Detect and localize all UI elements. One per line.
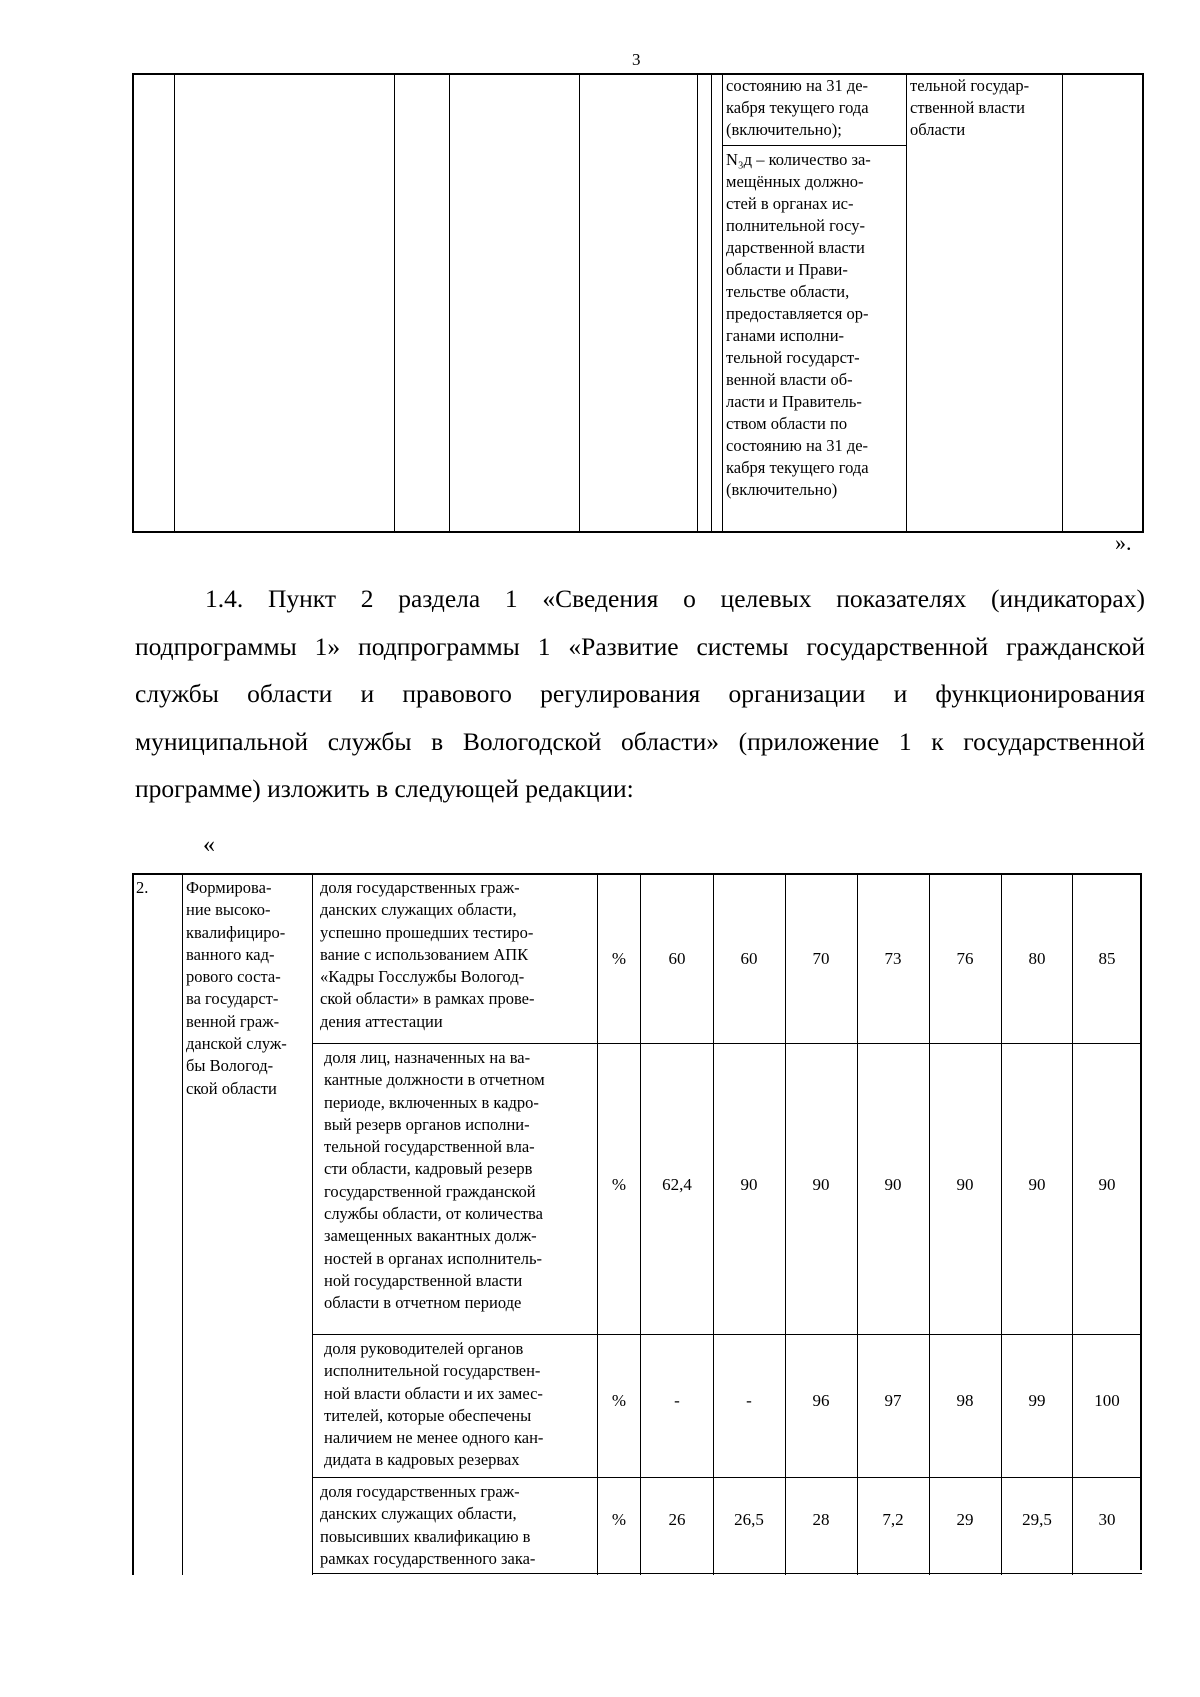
table-left-border: [132, 873, 134, 1575]
indicator-value: 70: [812, 949, 830, 968]
indicator-value: -: [674, 1391, 680, 1410]
indicator-value: 100: [1094, 1391, 1120, 1410]
table-column-divider: [722, 75, 723, 531]
table-bottom-border: [312, 1573, 1142, 1574]
indicators-table: [132, 873, 1142, 1573]
indicator-value: 97: [884, 1391, 902, 1410]
table-column-divider: [182, 873, 183, 1575]
table-column-divider: [1001, 873, 1002, 1575]
indicator-unit: %: [611, 949, 627, 968]
indicator-name: доля государственных граж- данских служащих области, успешно прошедших тестиро- вание с использованием АПК «Кадры Госслужбы Вологод- ской области» в рамках прове- дения аттестации: [320, 878, 535, 1031]
table-column-divider: [785, 873, 786, 1575]
indicator-value: -: [746, 1391, 752, 1410]
table-column-divider: [929, 873, 930, 1575]
formula-cell-part-b: N₃д – количество за- мещённых должно- стей в органах ис- полнительной госу- дарственной власти области и Прави- тельстве области, предоставляется ор- ганами исполни- тельной государст- венной власти об- ласти и Правитель- ством области по состоянию на 31 де- кабря текущего года (включительно): [726, 150, 871, 499]
table-row-divider: [312, 1477, 1142, 1478]
indicator-value: 62,4: [662, 1175, 692, 1194]
table-row-divider: [312, 1334, 1142, 1335]
table-column-divider: [711, 75, 712, 531]
indicator-unit: %: [611, 1391, 627, 1410]
indicator-value: 60: [740, 949, 758, 968]
indicator-value: 90: [1028, 1175, 1046, 1194]
indicator-value: 90: [1098, 1175, 1116, 1194]
table-column-divider: [906, 75, 907, 531]
table-column-divider: [449, 75, 450, 531]
page-number: 3: [632, 50, 641, 69]
indicator-unit: %: [611, 1510, 627, 1529]
table-column-divider: [579, 75, 580, 531]
indicator-value: 26: [668, 1510, 686, 1529]
indicator-value: 98: [956, 1391, 974, 1410]
table-column-divider: [697, 75, 698, 531]
formula-cell-part-a: состоянию на 31 де- кабря текущего года (включительно);: [726, 76, 869, 139]
indicator-value: 7,2: [882, 1510, 904, 1529]
indicator-value: 80: [1028, 949, 1046, 968]
indicator-value: 99: [1028, 1391, 1046, 1410]
table-column-divider: [174, 75, 175, 531]
indicator-value: 30: [1098, 1510, 1116, 1529]
table-column-divider: [1062, 75, 1063, 531]
table-row-divider: [722, 145, 906, 146]
source-cell: тельной государ- ственной власти области: [910, 76, 1030, 139]
indicator-value: 28: [812, 1510, 830, 1529]
indicator-name: доля лиц, назначенных на ва- кантные должности в отчетном периоде, включенных в кадро- вый резерв органов исполни- тельной государственной вла- сти области, кадровый резерв государственной гражданской службы области, от количества замещенных вакантных долж- ностей в органах исполнитель- ной государственной власти области в отчетном периоде: [324, 1048, 545, 1313]
indicator-value: 29,5: [1022, 1510, 1052, 1529]
indicator-name: доля руководителей органов исполнительной государствен- ной власти области и их замес- тителей, которые обеспечены наличием не менее одного кан- дидата в кадровых резервах: [324, 1339, 544, 1470]
indicator-value: 96: [812, 1391, 830, 1410]
continuation-table: [132, 73, 1144, 533]
closing-quote: ».: [1115, 530, 1132, 555]
indicator-value: 90: [884, 1175, 902, 1194]
indicator-value: 90: [956, 1175, 974, 1194]
indicator-value: 90: [812, 1175, 830, 1194]
body-paragraph: 1.4. Пункт 2 раздела 1 «Сведения о целевых показателях (индикаторах) подпрограммы 1» подпрограммы 1 «Развитие системы государственной гражданской службы области и правового регулирования организации и функционирования муниципальной службы в Вологодской области» (приложение 1 к государственной программе) изложить в следующей редакции:: [135, 584, 1145, 803]
table-row-divider: [312, 1043, 1142, 1044]
indicator-value: 85: [1098, 949, 1116, 968]
table-column-divider: [640, 873, 641, 1575]
table-column-divider: [312, 873, 313, 1575]
indicator-value: 76: [956, 949, 974, 968]
indicator-value: 29: [956, 1510, 974, 1529]
table-right-border: [1140, 873, 1142, 1570]
indicator-value: 26,5: [734, 1510, 764, 1529]
indicator-value: 60: [668, 949, 686, 968]
table-column-divider: [713, 873, 714, 1575]
opening-quote: «: [203, 832, 215, 858]
indicator-unit: %: [611, 1175, 627, 1194]
indicator-name: доля государственных граж- данских служащих области, повысивших квалификацию в рамках государственного зака-: [320, 1482, 536, 1568]
row-number: 2.: [136, 878, 149, 897]
indicator-value: 90: [740, 1175, 758, 1194]
table-column-divider: [394, 75, 395, 531]
indicator-value: 73: [884, 949, 902, 968]
table-column-divider: [1072, 873, 1073, 1575]
goal-cell: Формирова- ние высоко- квалифициро- ванного кад- рового соста- ва государст- венной граж- данской служ- бы Вологод- ской области: [186, 878, 287, 1098]
table-column-divider: [857, 873, 858, 1575]
table-top-border: [132, 873, 1142, 875]
